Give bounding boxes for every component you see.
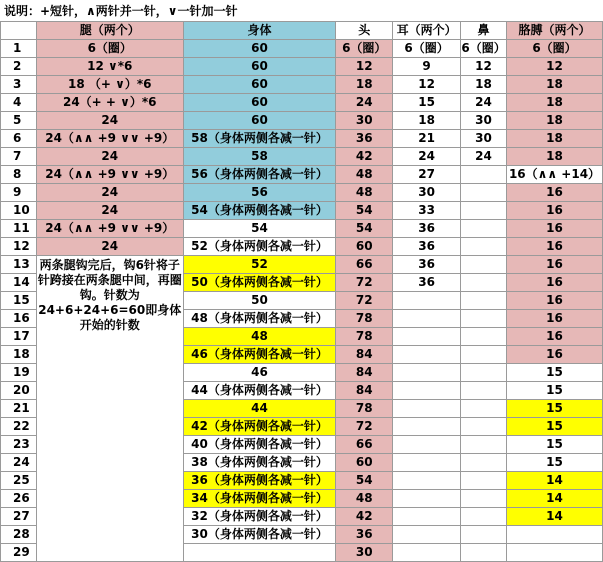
head-cell: 72 bbox=[336, 418, 393, 436]
header-arm: 胳膊（两个） bbox=[507, 22, 603, 40]
arm-cell: 16 bbox=[507, 346, 603, 364]
body-cell: 38（身体两侧各减一针） bbox=[183, 454, 336, 472]
ear-cell bbox=[393, 454, 461, 472]
body-cell: 60 bbox=[183, 76, 336, 94]
table-row bbox=[1, 202, 603, 220]
ear-cell: 36 bbox=[393, 220, 461, 238]
nose-cell bbox=[461, 364, 507, 382]
header-head: 头 bbox=[336, 22, 393, 40]
leg-cell: 24 bbox=[36, 112, 183, 130]
body-cell: 60 bbox=[183, 112, 336, 130]
head-cell: 84 bbox=[336, 382, 393, 400]
arm-cell: 16 bbox=[507, 238, 603, 256]
leg-cell: 24（∧∧ +9 ∨∨ +9） bbox=[36, 166, 183, 184]
arm-cell: 16 bbox=[507, 328, 603, 346]
body-cell: 32（身体两侧各减一针） bbox=[183, 508, 336, 526]
nose-cell bbox=[461, 508, 507, 526]
ear-cell: 18 bbox=[393, 112, 461, 130]
ear-cell bbox=[393, 310, 461, 328]
ear-cell bbox=[393, 346, 461, 364]
nose-cell bbox=[461, 328, 507, 346]
head-cell: 66 bbox=[336, 436, 393, 454]
table-row bbox=[1, 130, 603, 148]
head-cell: 60 bbox=[336, 454, 393, 472]
arm-cell: 16 bbox=[507, 220, 603, 238]
ear-cell: 12 bbox=[393, 76, 461, 94]
body-cell: 44 bbox=[183, 400, 336, 418]
body-cell: 30（身体两侧各减一针） bbox=[183, 526, 336, 544]
head-cell: 48 bbox=[336, 166, 393, 184]
arm-cell: 16 bbox=[507, 292, 603, 310]
nose-cell bbox=[461, 382, 507, 400]
arm-cell: 15 bbox=[507, 400, 603, 418]
ear-cell bbox=[393, 544, 461, 562]
row-number-cell: 8 bbox=[1, 166, 37, 184]
body-cell: 36（身体两侧各减一针） bbox=[183, 472, 336, 490]
row-number-cell: 13 bbox=[1, 256, 37, 274]
arm-cell: 12 bbox=[507, 58, 603, 76]
head-cell: 78 bbox=[336, 328, 393, 346]
table-row bbox=[1, 184, 603, 202]
arm-cell: 18 bbox=[507, 130, 603, 148]
body-cell: 54（身体两侧各减一针） bbox=[183, 202, 336, 220]
head-cell: 72 bbox=[336, 292, 393, 310]
crochet-pattern-table bbox=[0, 21, 603, 562]
table-row bbox=[1, 238, 603, 256]
ear-cell bbox=[393, 400, 461, 418]
arm-cell: 18 bbox=[507, 148, 603, 166]
nose-cell bbox=[461, 220, 507, 238]
nose-cell: 30 bbox=[461, 130, 507, 148]
header-ear: 耳（两个） bbox=[393, 22, 461, 40]
nose-cell: 30 bbox=[461, 112, 507, 130]
table-row bbox=[1, 220, 603, 238]
head-cell: 24 bbox=[336, 94, 393, 112]
head-cell: 42 bbox=[336, 508, 393, 526]
nose-cell bbox=[461, 310, 507, 328]
ear-cell bbox=[393, 292, 461, 310]
row-number-cell: 14 bbox=[1, 274, 37, 292]
body-cell bbox=[183, 544, 336, 562]
arm-cell: 15 bbox=[507, 382, 603, 400]
head-cell: 84 bbox=[336, 346, 393, 364]
arm-cell: 15 bbox=[507, 364, 603, 382]
row-number-cell: 3 bbox=[1, 76, 37, 94]
leg-cell: 24 bbox=[36, 238, 183, 256]
nose-cell bbox=[461, 454, 507, 472]
ear-cell: 6（圈） bbox=[393, 40, 461, 58]
body-cell: 48（身体两侧各减一针） bbox=[183, 310, 336, 328]
ear-cell: 9 bbox=[393, 58, 461, 76]
head-cell: 48 bbox=[336, 184, 393, 202]
arm-cell bbox=[507, 544, 603, 562]
leg-cell: 12 ∨*6 bbox=[36, 58, 183, 76]
header-body: 身体 bbox=[183, 22, 336, 40]
arm-cell: 16（∧∧ +14） bbox=[507, 166, 603, 184]
arm-cell: 16 bbox=[507, 274, 603, 292]
nose-cell bbox=[461, 418, 507, 436]
ear-cell: 36 bbox=[393, 274, 461, 292]
body-cell: 46（身体两侧各减一针） bbox=[183, 346, 336, 364]
ear-cell: 36 bbox=[393, 238, 461, 256]
table-row bbox=[1, 166, 603, 184]
body-cell: 42（身体两侧各减一针） bbox=[183, 418, 336, 436]
head-cell: 78 bbox=[336, 310, 393, 328]
row-number-cell: 25 bbox=[1, 472, 37, 490]
arm-cell: 15 bbox=[507, 436, 603, 454]
leg-cell: 18 （+ ∨）*6 bbox=[36, 76, 183, 94]
ear-cell bbox=[393, 436, 461, 454]
arm-cell: 18 bbox=[507, 94, 603, 112]
leg-join-note: 两条腿钩完后，钩6针将子针跨接在两条腿中间，再圈钩。针数为24+6+24+6=60即身体开始的针数 bbox=[36, 256, 183, 562]
row-number-cell: 24 bbox=[1, 454, 37, 472]
nose-cell: 12 bbox=[461, 58, 507, 76]
head-cell: 48 bbox=[336, 490, 393, 508]
nose-cell bbox=[461, 526, 507, 544]
head-cell: 30 bbox=[336, 544, 393, 562]
ear-cell: 21 bbox=[393, 130, 461, 148]
head-cell: 36 bbox=[336, 526, 393, 544]
body-cell: 50（身体两侧各减一针） bbox=[183, 274, 336, 292]
body-cell: 46 bbox=[183, 364, 336, 382]
nose-cell: 24 bbox=[461, 148, 507, 166]
table-row bbox=[1, 58, 603, 76]
arm-cell: 16 bbox=[507, 202, 603, 220]
body-cell: 54 bbox=[183, 220, 336, 238]
body-cell: 52 bbox=[183, 256, 336, 274]
arm-cell: 16 bbox=[507, 310, 603, 328]
row-number-cell: 7 bbox=[1, 148, 37, 166]
head-cell: 12 bbox=[336, 58, 393, 76]
ear-cell bbox=[393, 382, 461, 400]
nose-cell bbox=[461, 490, 507, 508]
body-cell: 50 bbox=[183, 292, 336, 310]
head-cell: 84 bbox=[336, 364, 393, 382]
ear-cell: 15 bbox=[393, 94, 461, 112]
row-number-cell: 1 bbox=[1, 40, 37, 58]
ear-cell: 27 bbox=[393, 166, 461, 184]
arm-cell: 16 bbox=[507, 256, 603, 274]
ear-cell: 30 bbox=[393, 184, 461, 202]
arm-cell: 15 bbox=[507, 418, 603, 436]
head-cell: 60 bbox=[336, 238, 393, 256]
row-number-cell: 12 bbox=[1, 238, 37, 256]
nose-cell bbox=[461, 472, 507, 490]
ear-cell: 33 bbox=[393, 202, 461, 220]
arm-cell: 18 bbox=[507, 76, 603, 94]
arm-cell: 14 bbox=[507, 490, 603, 508]
body-cell: 52（身体两侧各减一针） bbox=[183, 238, 336, 256]
row-number-cell: 11 bbox=[1, 220, 37, 238]
row-number-cell: 6 bbox=[1, 130, 37, 148]
row-number-cell: 18 bbox=[1, 346, 37, 364]
row-number-cell: 17 bbox=[1, 328, 37, 346]
ear-cell bbox=[393, 490, 461, 508]
nose-cell bbox=[461, 202, 507, 220]
header-leg: 腿（两个） bbox=[36, 22, 183, 40]
body-cell: 44（身体两侧各减一针） bbox=[183, 382, 336, 400]
row-number-cell: 26 bbox=[1, 490, 37, 508]
row-number-cell: 23 bbox=[1, 436, 37, 454]
leg-cell: 24 bbox=[36, 148, 183, 166]
header-row bbox=[1, 22, 603, 40]
nose-cell bbox=[461, 274, 507, 292]
body-cell: 60 bbox=[183, 58, 336, 76]
head-cell: 78 bbox=[336, 400, 393, 418]
body-cell: 48 bbox=[183, 328, 336, 346]
ear-cell bbox=[393, 508, 461, 526]
ear-cell: 36 bbox=[393, 256, 461, 274]
arm-cell: 18 bbox=[507, 112, 603, 130]
leg-cell: 24（∧∧ +9 ∨∨ +9） bbox=[36, 130, 183, 148]
head-cell: 66 bbox=[336, 256, 393, 274]
head-cell: 54 bbox=[336, 472, 393, 490]
nose-cell: 6（圈） bbox=[461, 40, 507, 58]
arm-cell: 14 bbox=[507, 472, 603, 490]
head-cell: 54 bbox=[336, 220, 393, 238]
row-number-cell: 22 bbox=[1, 418, 37, 436]
head-cell: 30 bbox=[336, 112, 393, 130]
row-number-cell: 28 bbox=[1, 526, 37, 544]
nose-cell: 24 bbox=[461, 94, 507, 112]
arm-cell: 14 bbox=[507, 508, 603, 526]
row-number-cell: 10 bbox=[1, 202, 37, 220]
row-number-cell: 29 bbox=[1, 544, 37, 562]
body-cell: 34（身体两侧各减一针） bbox=[183, 490, 336, 508]
row-number-cell: 4 bbox=[1, 94, 37, 112]
nose-cell bbox=[461, 346, 507, 364]
ear-cell bbox=[393, 328, 461, 346]
header-row-number bbox=[1, 22, 37, 40]
nose-cell bbox=[461, 238, 507, 256]
row-number-cell: 16 bbox=[1, 310, 37, 328]
head-cell: 72 bbox=[336, 274, 393, 292]
nose-cell bbox=[461, 292, 507, 310]
row-number-cell: 5 bbox=[1, 112, 37, 130]
header-nose: 鼻 bbox=[461, 22, 507, 40]
ear-cell bbox=[393, 418, 461, 436]
leg-cell: 24 bbox=[36, 184, 183, 202]
table-row bbox=[1, 256, 603, 274]
instructions-note: 说明：+短针，∧两针并一针，∨一针加一针 bbox=[4, 4, 238, 18]
body-cell: 58 bbox=[183, 148, 336, 166]
nose-cell bbox=[461, 256, 507, 274]
table-row bbox=[1, 94, 603, 112]
ear-cell bbox=[393, 526, 461, 544]
ear-cell bbox=[393, 364, 461, 382]
head-cell: 36 bbox=[336, 130, 393, 148]
table-row bbox=[1, 40, 603, 58]
body-cell: 56（身体两侧各减一针） bbox=[183, 166, 336, 184]
arm-cell bbox=[507, 526, 603, 544]
row-number-cell: 21 bbox=[1, 400, 37, 418]
nose-cell bbox=[461, 400, 507, 418]
row-number-cell: 15 bbox=[1, 292, 37, 310]
head-cell: 18 bbox=[336, 76, 393, 94]
nose-cell bbox=[461, 544, 507, 562]
table-row bbox=[1, 148, 603, 166]
arm-cell: 15 bbox=[507, 454, 603, 472]
head-cell: 42 bbox=[336, 148, 393, 166]
nose-cell bbox=[461, 166, 507, 184]
head-cell: 6（圈） bbox=[336, 40, 393, 58]
leg-cell: 24（+ + ∨）*6 bbox=[36, 94, 183, 112]
ear-cell bbox=[393, 472, 461, 490]
leg-cell: 6（圈） bbox=[36, 40, 183, 58]
nose-cell bbox=[461, 184, 507, 202]
row-number-cell: 27 bbox=[1, 508, 37, 526]
body-cell: 60 bbox=[183, 40, 336, 58]
body-cell: 58（身体两侧各减一针） bbox=[183, 130, 336, 148]
table-row bbox=[1, 112, 603, 130]
row-number-cell: 19 bbox=[1, 364, 37, 382]
nose-cell: 18 bbox=[461, 76, 507, 94]
row-number-cell: 2 bbox=[1, 58, 37, 76]
table-row bbox=[1, 76, 603, 94]
ear-cell: 24 bbox=[393, 148, 461, 166]
arm-cell: 6（圈） bbox=[507, 40, 603, 58]
leg-cell: 24 bbox=[36, 202, 183, 220]
nose-cell bbox=[461, 436, 507, 454]
arm-cell: 16 bbox=[507, 184, 603, 202]
body-cell: 56 bbox=[183, 184, 336, 202]
body-cell: 60 bbox=[183, 94, 336, 112]
row-number-cell: 9 bbox=[1, 184, 37, 202]
head-cell: 54 bbox=[336, 202, 393, 220]
body-cell: 40（身体两侧各减一针） bbox=[183, 436, 336, 454]
leg-cell: 24（∧∧ +9 ∨∨ +9） bbox=[36, 220, 183, 238]
row-number-cell: 20 bbox=[1, 382, 37, 400]
